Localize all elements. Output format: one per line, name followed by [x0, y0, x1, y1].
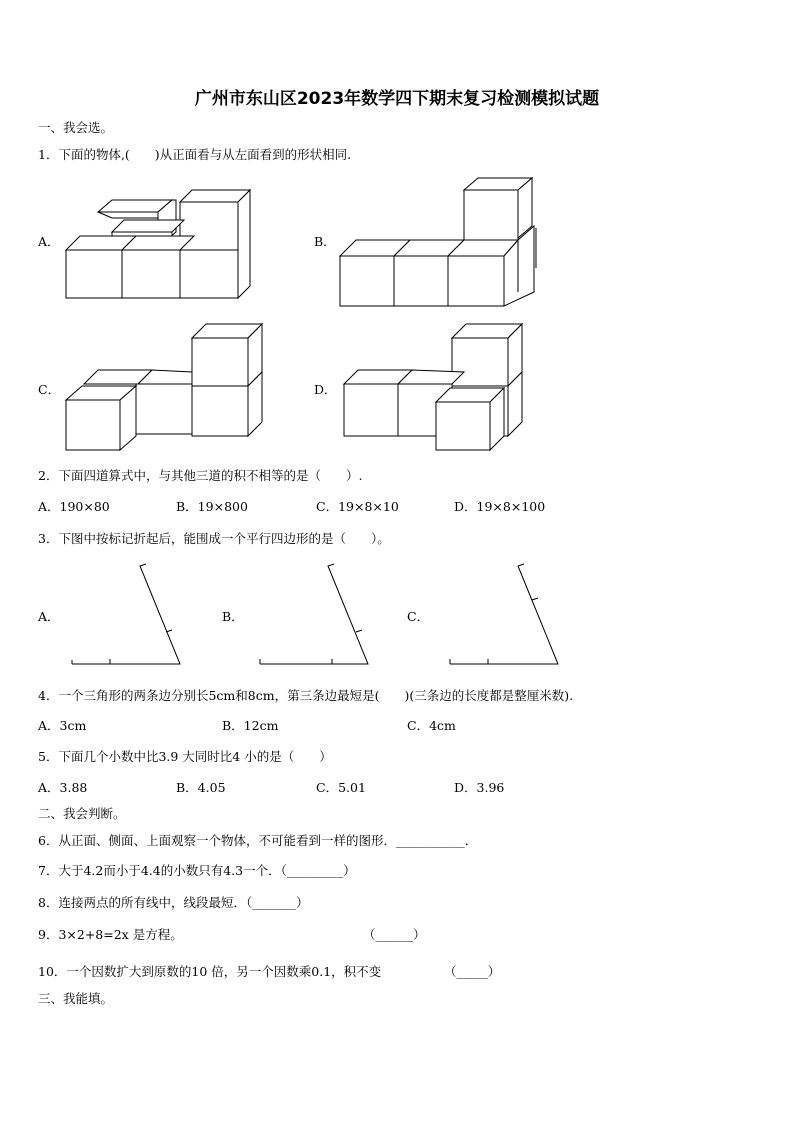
question-9: 9．3×2+8=2x 是方程。 [38, 927, 183, 942]
q3-option-b-figure [258, 564, 374, 668]
q3-option-a-figure [70, 564, 186, 668]
q3-option-b-label[interactable]: B． [222, 609, 244, 624]
question-2: 2．下面四道算式中，与其他三道的积不相等的是（ ）. [38, 468, 363, 483]
q1-option-c-label[interactable]: C． [38, 382, 61, 397]
question-7: 7．大于4.2而小于4.4的小数只有4.3一个．（_________） [38, 863, 356, 878]
q1-option-b-figure [338, 176, 543, 308]
question-3: 3．下图中按标记折起后，能围成一个平行四边形的是（ ）。 [38, 531, 390, 546]
q1-option-c-figure [64, 320, 268, 454]
question-4: 4．一个三角形的两条边分别长5cm和8cm，第三条边最短是( )(三条边的长度都是整厘米数). [38, 688, 574, 703]
q3-option-c-label[interactable]: C． [407, 609, 430, 624]
q4-option-c[interactable]: C．4cm [407, 718, 456, 733]
q2-option-c[interactable]: C．19×8×10 [316, 499, 399, 514]
q1-option-a-figure [60, 182, 260, 304]
q1-option-d-figure [342, 320, 528, 454]
question-8: 8．连接两点的所有线中，线段最短．（_______） [38, 895, 309, 910]
q1-option-b-label[interactable]: B． [314, 234, 336, 249]
q3-option-a-label[interactable]: A． [38, 609, 60, 624]
q5-option-d[interactable]: D．3.96 [454, 780, 505, 795]
q2-option-d[interactable]: D．19×8×100 [454, 499, 546, 514]
question-6: 6．从正面、侧面、上面观察一个物体，不可能看到一样的图形．___________． [38, 833, 478, 848]
q3-option-c-figure [448, 564, 564, 668]
q1-option-a-label[interactable]: A． [38, 234, 60, 249]
q1-option-d-label[interactable]: D． [314, 382, 337, 397]
q5-option-c[interactable]: C．5.01 [316, 780, 366, 795]
question-10: 10．一个因数扩大到原数的10 倍，另一个因数乘0.1，积不变 [38, 964, 382, 979]
section-1-heading: 一、我会选。 [38, 120, 114, 135]
q5-option-b[interactable]: B．4.05 [176, 780, 226, 795]
q4-option-a[interactable]: A．3cm [38, 718, 87, 733]
question-5: 5．下面几个小数中比3.9 大同时比4 小的是（ ） [38, 749, 332, 764]
page-title: 广州市东山区2023年数学四下期末复习检测模拟试题 [194, 89, 600, 109]
question-9-answer-blank[interactable]: （______） [363, 927, 426, 942]
question-10-answer-blank[interactable]: （_____） [444, 964, 501, 979]
q4-option-b[interactable]: B．12cm [222, 718, 279, 733]
q2-option-a[interactable]: A．190×80 [38, 499, 110, 514]
question-1: 1．下面的物体,( )从正面看与从左面看到的形状相同. [38, 147, 352, 162]
section-2-heading: 二、我会判断。 [38, 806, 126, 821]
q2-option-b[interactable]: B．19×800 [176, 499, 248, 514]
q5-option-a[interactable]: A．3.88 [38, 780, 88, 795]
section-3-heading: 三、我能填。 [38, 991, 114, 1006]
